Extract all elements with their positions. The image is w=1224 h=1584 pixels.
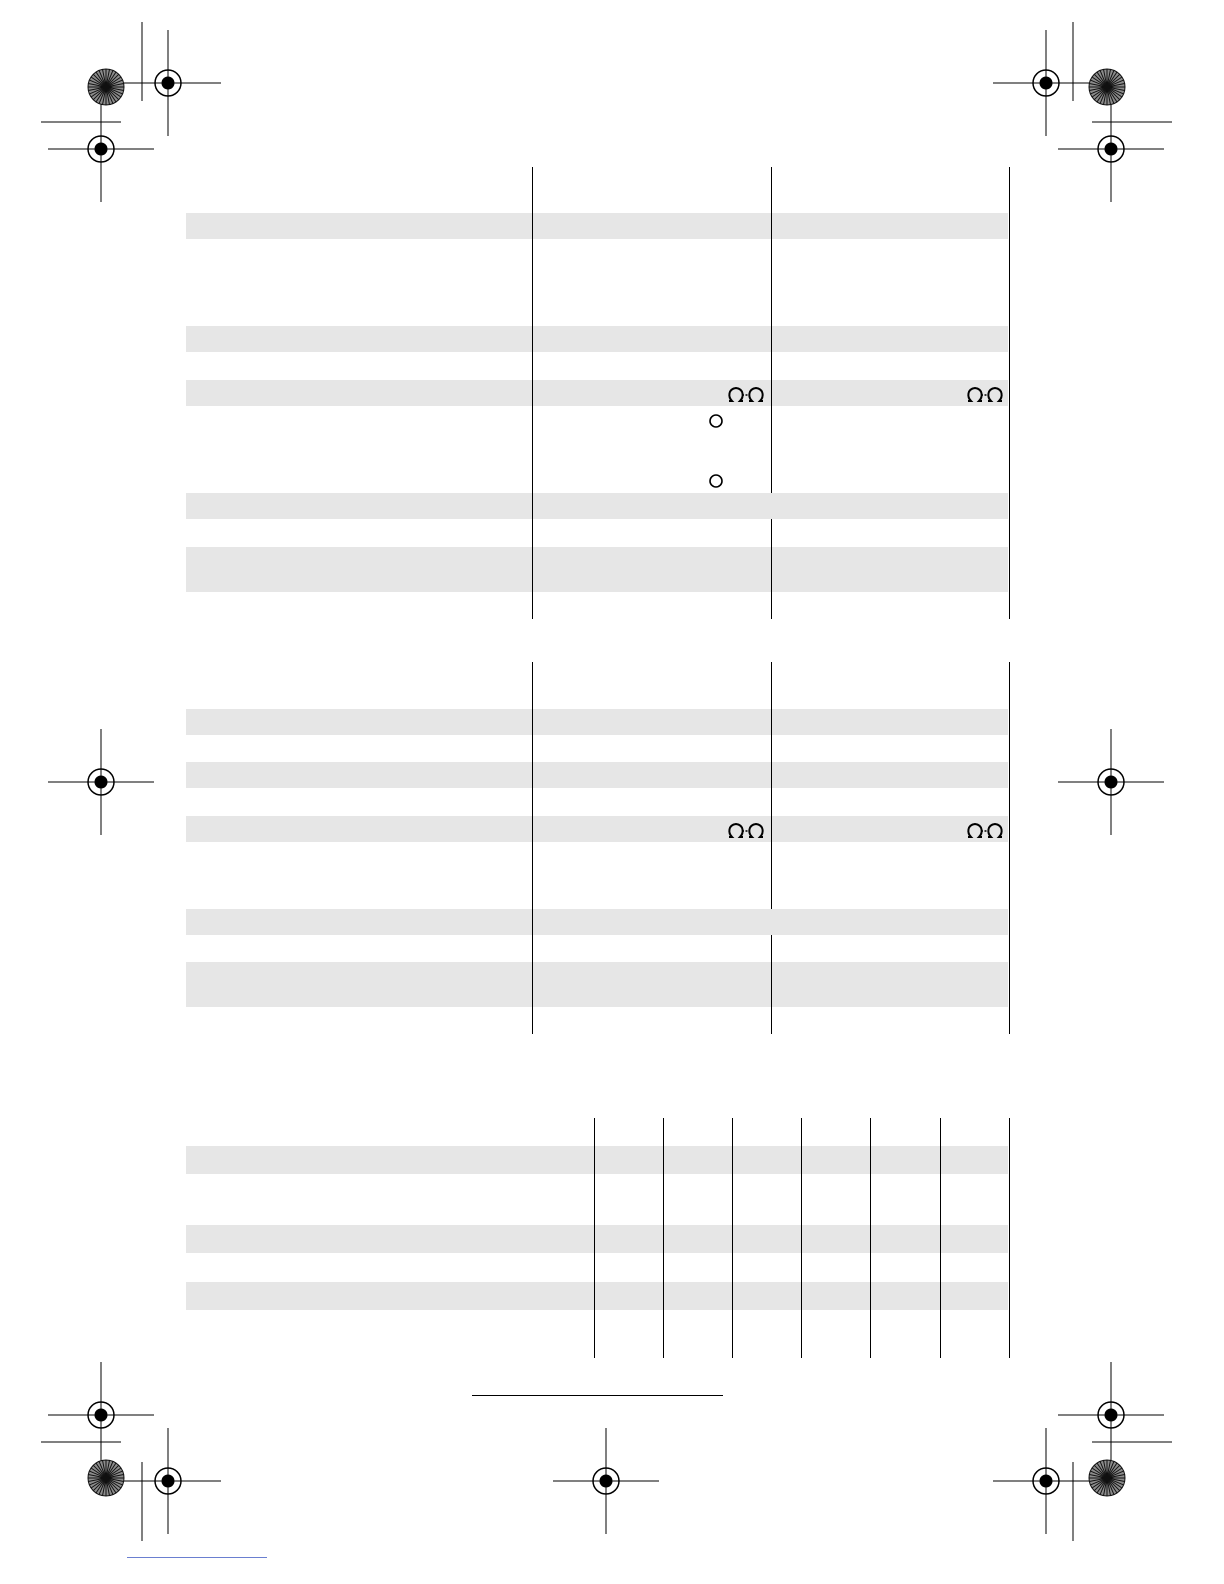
- starburst-icon: [88, 1460, 124, 1496]
- crosshair-icon: [48, 729, 154, 835]
- crosshair-icon: [48, 1362, 154, 1468]
- crosshair-icon: [1058, 729, 1164, 835]
- crosshair-icon: [115, 30, 221, 136]
- crosshair-icon: [553, 1428, 659, 1534]
- starburst-icon: [1089, 1460, 1125, 1496]
- starburst-icon: [1089, 69, 1125, 105]
- crosshair-icon: [993, 1428, 1099, 1534]
- crosshair-icon: [48, 96, 154, 202]
- crosshair-icon: [115, 1428, 221, 1534]
- crop-mark: [41, 22, 1172, 1541]
- starburst-icon: [88, 69, 124, 105]
- crosshair-icon: [1058, 96, 1164, 202]
- crosshair-icon: [1058, 1362, 1164, 1468]
- crosshair-icon: [993, 30, 1099, 136]
